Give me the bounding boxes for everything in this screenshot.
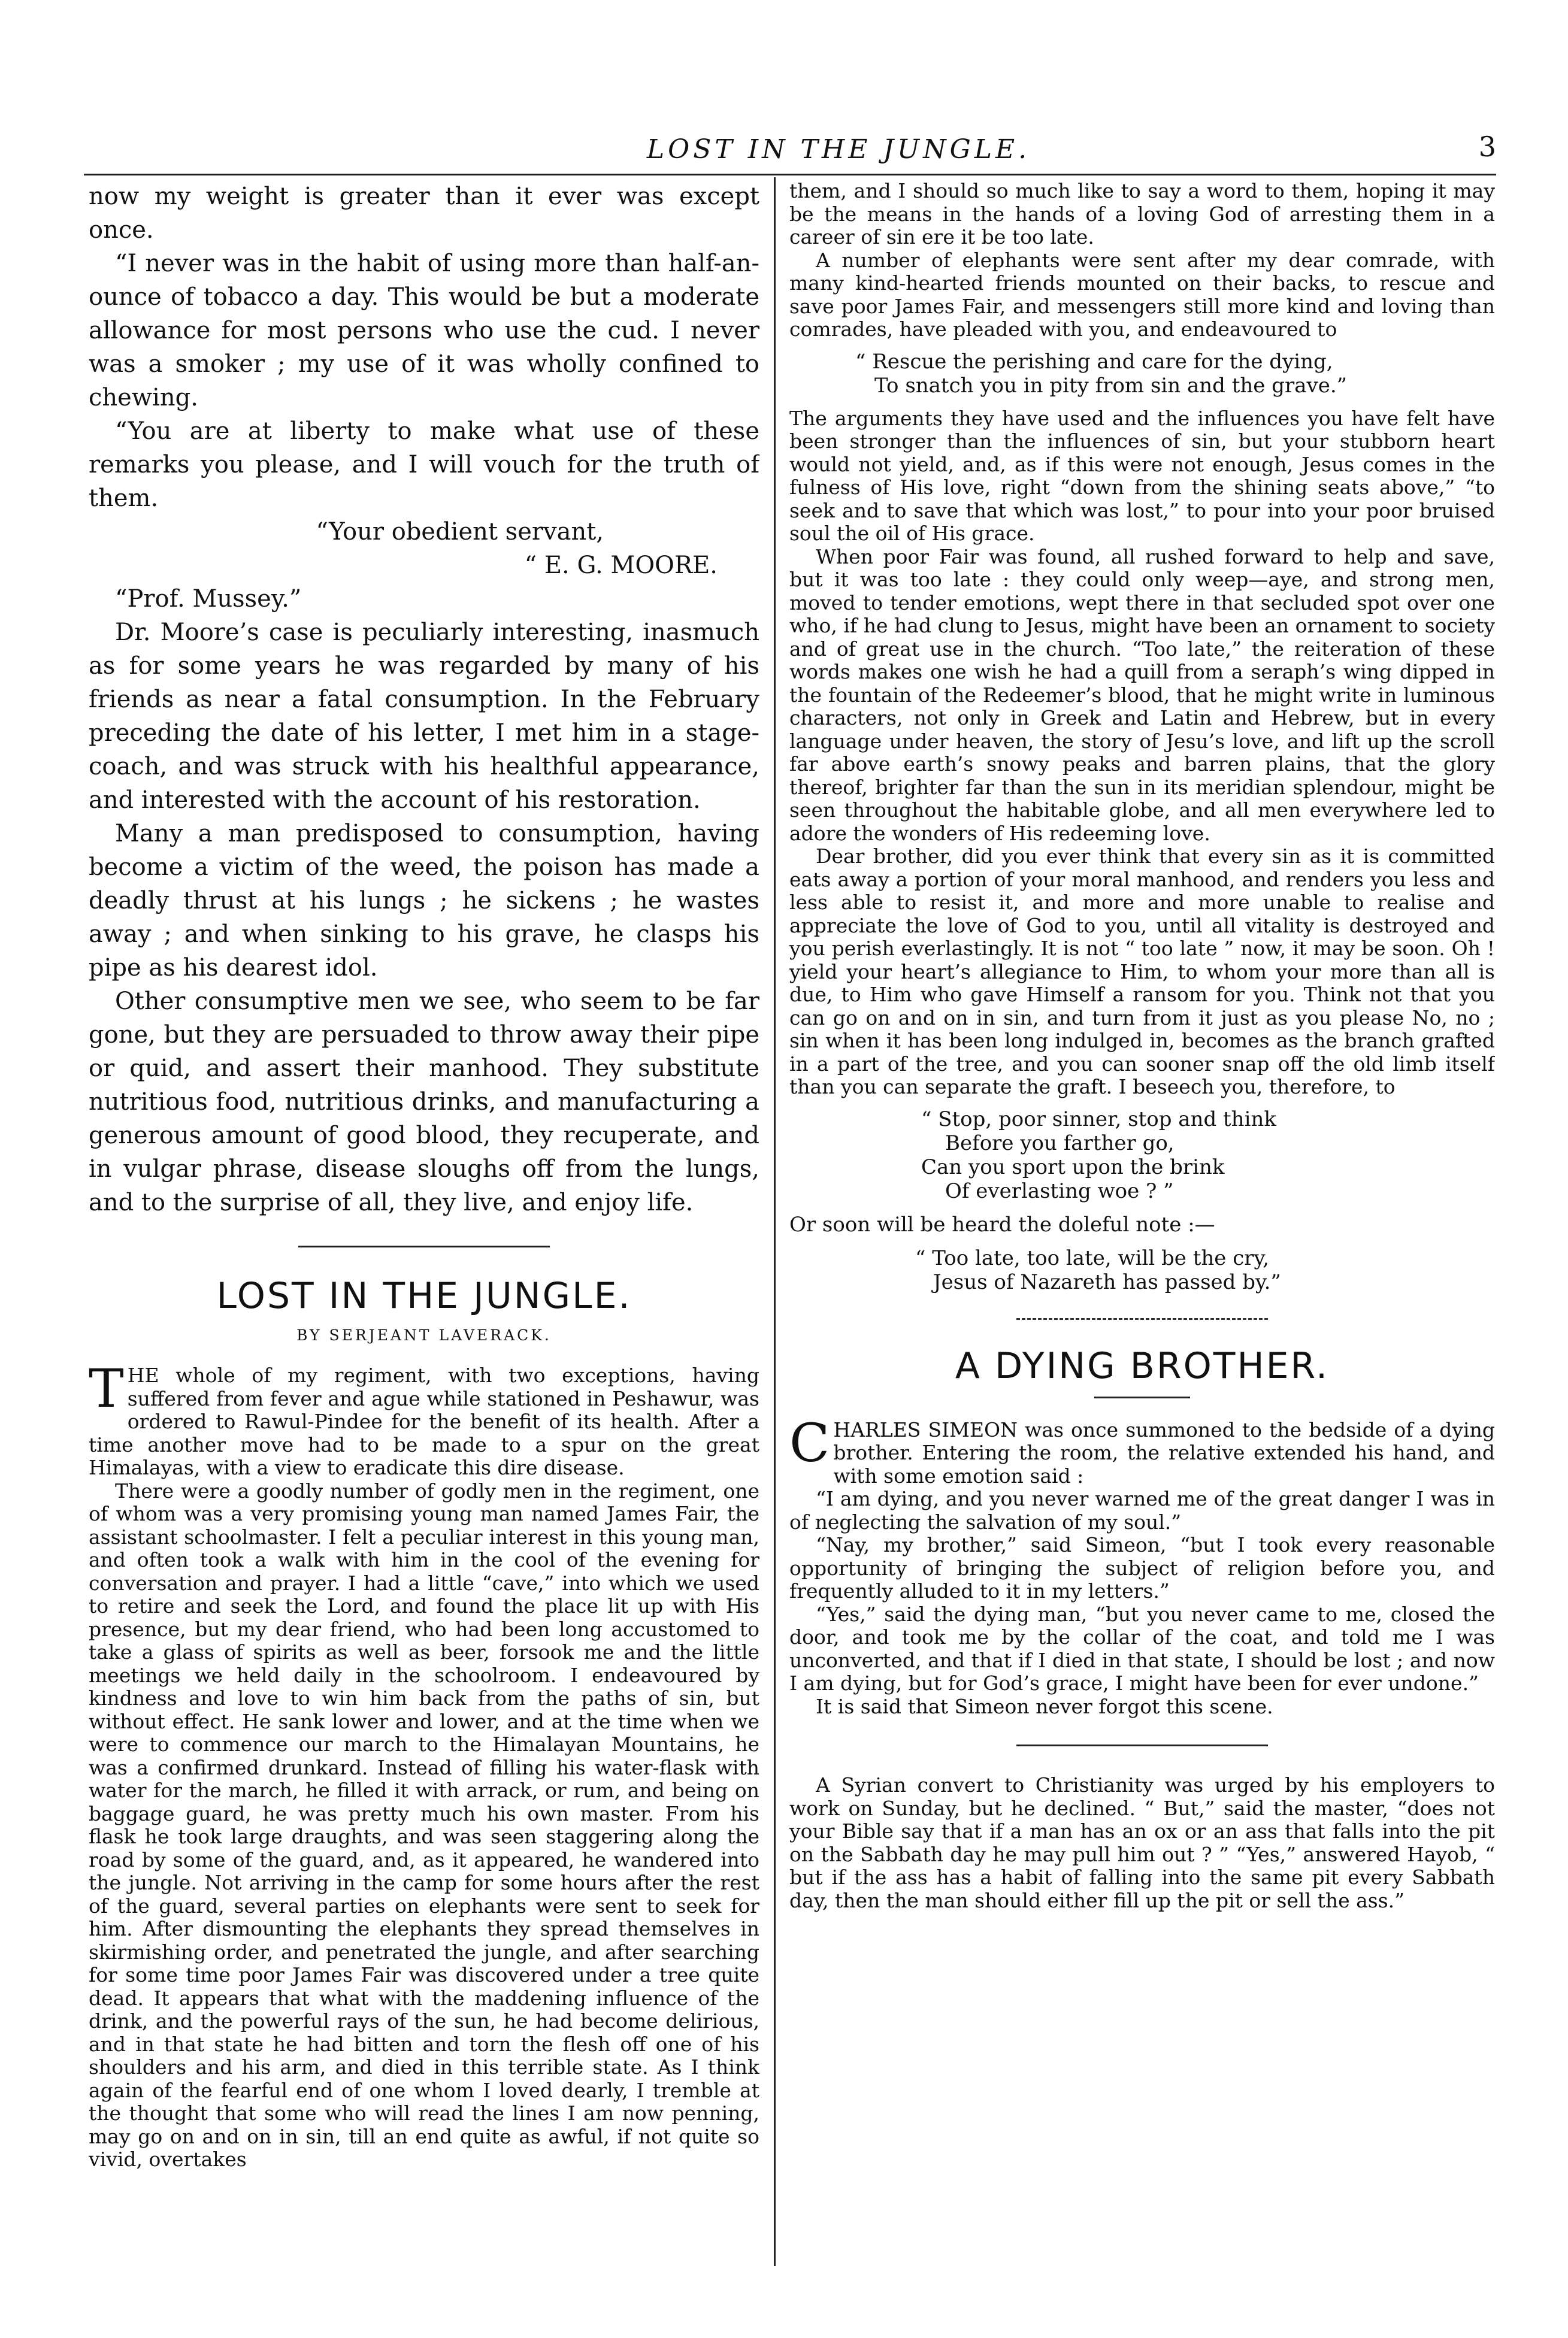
letter-paragraph: “I never was in the habit of using more than half-an-ounce of tobacco a day. This would be but a moderate allowance for most persons who use the cud. I never was a smoker ; my use of it was wholly confined to chewing.	[89, 250, 759, 411]
article-paragraph: A Syrian convert to Christianity was urged by his employers to work on Sunday, but he declined. “ But,” said the master, “does not your Bible say that if a man has an ox or an ass that falls into the pit on the Sabbath day he may pull him out ? ” “Yes,” answered Hayob, “ but if the ass has a habit of falling into the same pit every Sabbath day, then the man should either fill up the pit or sell the ass.”	[789, 1773, 1495, 1912]
verse-line: Before you farther go,	[945, 1131, 1175, 1155]
body-paragraph: Dr. Moore’s case is peculiarly interesting, inasmuch as for some years he was regarded by many of his friends as near a fatal consumption. In the February preceding the date of his letter, I met him in a stage-coach, and was struck with his healthful appearance, and interested with the account of his restoration.	[89, 619, 759, 814]
section-rule	[1016, 1745, 1268, 1746]
section-rule	[1016, 1318, 1268, 1320]
article-byline: BY SERJEANT LAVERACK.	[296, 1327, 552, 1344]
verse-line: Can you sport upon the brink	[921, 1155, 1225, 1179]
hymn-quote	[789, 350, 1495, 398]
hymn-quote	[789, 1246, 1495, 1294]
verse-line: “ Too late, too late, will be the cry,	[915, 1246, 1269, 1270]
letter-addressee: “Prof. Mussey.”	[115, 585, 302, 613]
article-paragraph: THE whole of my regiment, with two exceptions, having suffered from fever and ague while stationed in Peshawur, was ordered to Rawul-Pindee for the benefit of its health. After a time another move had to be made to a spur on the great Himalayas, with a view to eradicate this dire disease.	[89, 1358, 759, 1479]
verse-line: “ Rescue the perishing and care for the dying,	[855, 349, 1333, 374]
article-paragraph: Dear brother, did you ever think that every sin as it is committed eats away a portion of your moral manhood, and renders you less and less able to resist it, and more and more unable to realise and appreciate the love of God to you, until all vitality is destroyed and you perish everlastingly. It is not “ too late ” now, it may be soon. Oh ! yield your heart’s allegiance to Him, to whom your more than all is due, to Him who gave Himself a ransom for you. Think not that you can go on and on in sin, and turn from it just as you please No, no ; sin when it has been long indulged in, becomes as the branch grafted in a part of the tree, and you can sooner snap off the old limb itself than you can separate the graft. I beseech you, therefore, to	[789, 844, 1495, 1098]
left-column	[89, 180, 759, 2266]
article-paragraph: When poor Fair was found, all rushed forward to help and save, but it was too late : they could only weep—aye, and strong men, moved to tender emotions, wept there in that secluded spot over one who, if he had clung to Jesus, might have been an ornament to society and of great use in the church. “Too late,” the reiteration of these words makes one wish he had a quill from a seraph’s wing dipped in the fountain of the Redeemer’s blood, that he might write in luminous characters, not only in Greek and Latin and Hebrew, but in every language under heaven, the story of Jesu’s love, and lift up the scroll far above earth’s snowy peaks and barren plains, that the glory thereof, brighter far than the sun in its meridian splendour, might be seen throughout the habitable globe, and all men everywhere led to adore the wonders of His redeeming love.	[789, 544, 1495, 845]
page-number: 3	[1478, 131, 1496, 163]
article-paragraph: CHARLES SIMEON was once summoned to the bedside of a dying brother. Entering the room, the relative extended his hand, and with some emotion said :	[789, 1412, 1495, 1488]
verse-line: “ Stop, poor sinner, stop and think	[921, 1107, 1276, 1131]
verse-line: Jesus of Nazareth has passed by.”	[933, 1270, 1281, 1294]
section-rule	[298, 1246, 550, 1247]
article-paragraph: “I am dying, and you never warned me of the great danger I was in of neglecting the salvation of my soul.”	[789, 1487, 1495, 1534]
article-title: LOST IN THE JUNGLE.	[216, 1275, 632, 1317]
article-paragraph: “Yes,” said the dying man, “but you never came to me, closed the door, and took me by the collar of the coat, and told me I was unconverted, and that if I died in that state, I should be lost ; and now I am dying, but for God’s grace, I might have been for ever undone.”	[789, 1602, 1495, 1695]
right-column	[789, 180, 1495, 2266]
bridge-line: Or soon will be heard the doleful note :—	[789, 1212, 1215, 1237]
title-rule	[1094, 1397, 1190, 1398]
hymn-quote	[789, 1107, 1495, 1203]
letter-paragraph: “You are at liberty to make what use of these remarks you please, and I will vouch for the truth of them.	[89, 417, 759, 512]
article-paragraph: A number of elephants were sent after my dear comrade, with many kind-hearted friends mounted on their backs, to rescue and save poor James Fair, and messengers still more kind and loving than comrades, have pleaded with you, and endeavoured to	[789, 248, 1495, 341]
body-paragraph: Other consumptive men we see, who seem to be far gone, but they are persuaded to throw away their pipe or quid, and assert their manhood. They substitute nutritious food, nutritious drinks, and manufacturing a generous amount of good blood, they recuperate, and in vulgar phrase, disease sloughs off from the lungs, and to the surprise of all, they live, and enjoy life.	[89, 988, 759, 1216]
article-paragraph: them, and I should so much like to say a word to them, hoping it may be the means in the hands of a loving God of arresting them in a career of sin ere it be too late.	[789, 180, 1495, 249]
column-divider	[774, 177, 776, 2266]
verse-line: Of everlasting woe ? ”	[945, 1179, 1174, 1203]
article-title: A DYING BROTHER.	[955, 1344, 1330, 1387]
letter-paragraph: now my weight is greater than it ever was except once.	[89, 183, 759, 244]
running-title: LOST IN THE JUNGLE.	[646, 134, 1031, 165]
verse-line: To snatch you in pity from sin and the grave.”	[874, 373, 1348, 398]
article-paragraph: The arguments they have used and the influences you have felt have been stronger than the influences of sin, but your stubborn heart would not yield, and, as if this were not enough, Jesus comes in the fulness of His love, right “down from the shining seats above,” “to seek and to save that which was lost,” to pour into your poor bruised soul the oil of His grace.	[789, 406, 1495, 545]
body-paragraph: Many a man predisposed to consumption, having become a victim of the weed, the poison has made a deadly thrust at his lungs ; he sickens ; he wastes away ; and when sinking to his grave, he clasps his pipe as his dearest idol.	[89, 820, 759, 982]
letter-signature: “ E. G. MOORE.	[524, 552, 718, 579]
letter-closing: “Your obedient servant,	[316, 518, 604, 546]
article-paragraph: “Nay, my brother,” said Simeon, “but I took every reasonable opportunity of bringing the subject of religion before you, and frequently alluded to it in my letters.”	[789, 1533, 1495, 1603]
header-rule	[84, 174, 1496, 175]
article-paragraph: It is said that Simeon never forgot this scene.	[816, 1694, 1273, 1718]
article-paragraph: There were a goodly number of godly men in the regiment, one of whom was a very promising young man named James Fair, the assistant schoolmaster. I felt a peculiar interest in this young man, and often took a walk with him in the cool of the evening for conversation and prayer. I had a little “cave,” into which we used to retire and seek the Lord, and found the place lit up with His presence, but my dear friend, who had been long accustomed to take a glass of spirits as well as beer, forsook me and the little meetings we held daily in the schoolroom. I endeavoured by kindness and love to win him back from the paths of sin, but without effect. He sank lower and lower, and at the time when we were to commence our march to the Himalayan Mountains, he was a confirmed drunkard. Instead of filling his water-flask with water for the march, he filled it with arrack, or rum, and being on baggage guard, he was pretty much his own master. From his flask he took large draughts, and was seen staggering along the road by some of the guard, and, as it appeared, he wandered into the jungle. Not arriving in the camp for some hours after the rest of the guard, several parties on elephants were sent to seek for him. After dismounting the elephants they spread themselves in skirmishing order, and penetrated the jungle, and after searching for some time poor James Fair was discovered under a tree quite dead. It appears that what with the maddening influence of the drink, and the powerful rays of the sun, he had become delirious, and in that state he had bitten and torn the flesh off one of his shoulders and his arm, and died in this terrible state. As I think again of the fearful end of one whom I loved dearly, I tremble at the thought that some who will read the lines I am now penning, may go on and on in sin, till an end quite as awful, if not quite so vivid, overtakes	[89, 1479, 759, 2171]
